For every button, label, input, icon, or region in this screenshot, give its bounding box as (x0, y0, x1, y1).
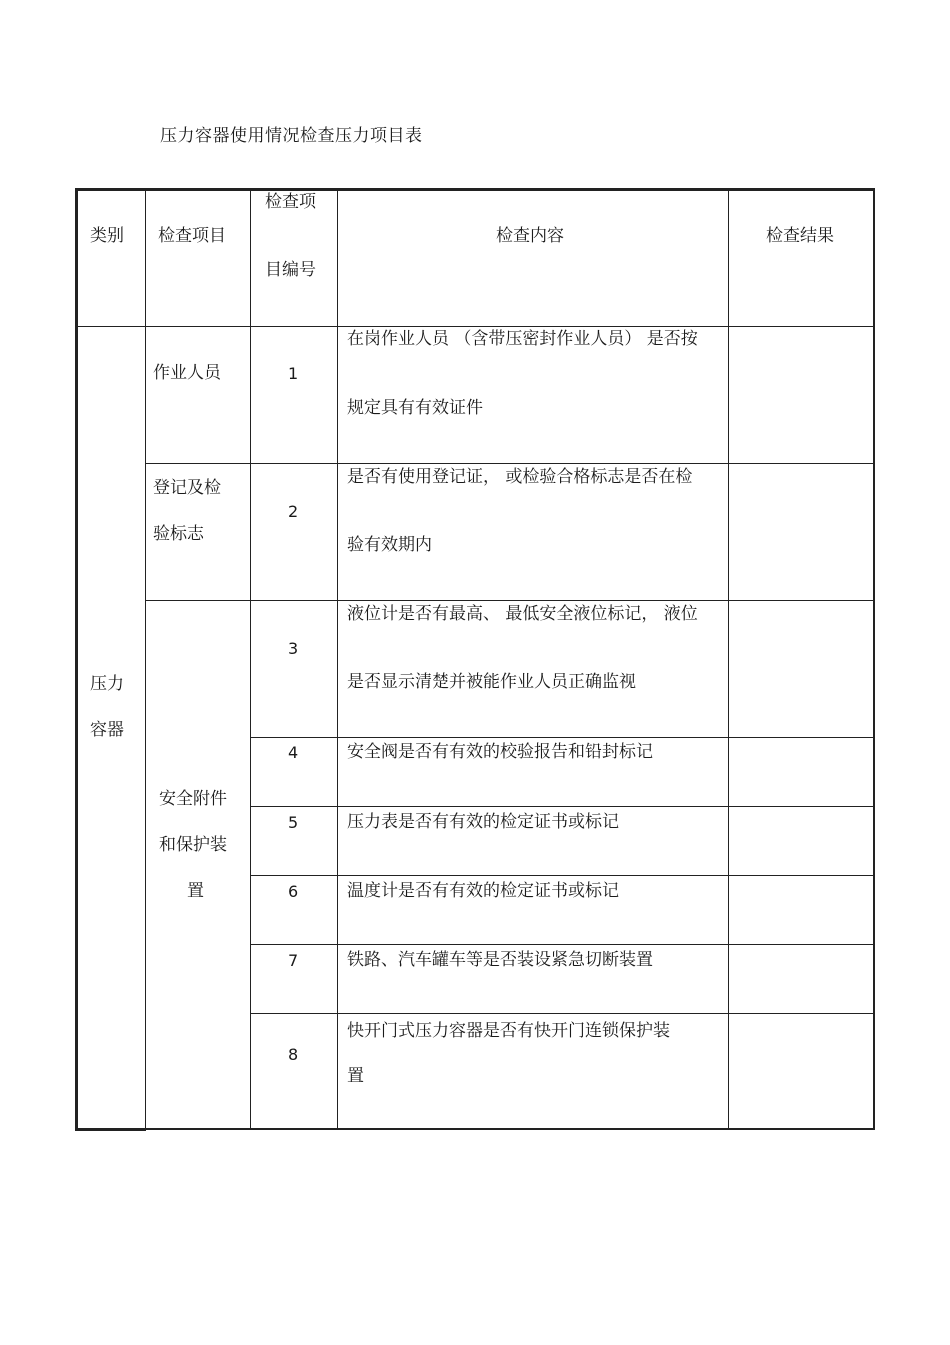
col-line-2 (250, 188, 251, 1130)
header-item-no-line2: 目编号 (265, 260, 316, 280)
content-6-line1: 温度计是否有有效的检定证书或标记 (347, 881, 619, 901)
row-line-5 (250, 875, 875, 876)
category-line1: 压力 (90, 674, 124, 694)
content-8-line2: 置 (347, 1066, 364, 1086)
content-3-line1: 液位计是否有最高、 最低安全液位标记， 液位 (347, 604, 698, 624)
table-border-bottom-left (75, 1128, 146, 1131)
header-item: 检查项目 (158, 226, 226, 246)
group-safety-line2: 和保护装 (159, 835, 227, 855)
group-safety-line3: 置 (187, 881, 204, 901)
content-7-line1: 铁路、汽车罐车等是否装设紧急切断装置 (347, 950, 653, 970)
table-border-left (75, 188, 78, 1131)
row-line-2 (146, 600, 875, 601)
group-registration-line2: 验标志 (153, 524, 204, 544)
content-5-line1: 压力表是否有有效的检定证书或标记 (347, 812, 619, 832)
item-no-6: 6 (288, 882, 299, 901)
item-no-3: 3 (288, 639, 299, 658)
item-no-4: 4 (288, 743, 299, 762)
content-4-line1: 安全阀是否有有效的校验报告和铅封标记 (347, 742, 653, 762)
content-8-line1: 快开门式压力容器是否有快开门连锁保护装 (347, 1021, 670, 1041)
row-line-header (75, 326, 875, 327)
header-result: 检查结果 (766, 226, 834, 246)
content-2-line2: 验有效期内 (347, 535, 432, 555)
row-line-1 (146, 463, 875, 464)
group-safety-line1: 安全附件 (159, 789, 227, 809)
group-registration-line1: 登记及检 (153, 478, 221, 498)
content-1-line2: 规定具有有效证件 (347, 398, 483, 418)
content-1-line1: 在岗作业人员 （含带压密封作业人员） 是否按 (347, 329, 698, 349)
item-no-8: 8 (288, 1045, 299, 1064)
group-operators: 作业人员 (153, 363, 221, 383)
table-border-top (75, 188, 875, 191)
row-line-4 (250, 806, 875, 807)
content-3-line2: 是否显示清楚并被能作业人员正确监视 (347, 672, 636, 692)
header-item-no-line1: 检查项 (265, 192, 316, 212)
item-no-5: 5 (288, 813, 299, 832)
row-line-7 (250, 1013, 875, 1014)
item-no-2: 2 (288, 502, 299, 521)
category-line2: 容器 (90, 720, 124, 740)
table-border-right (873, 188, 875, 1130)
item-no-1: 1 (288, 364, 299, 383)
table-border-bottom (75, 1128, 875, 1130)
header-category: 类别 (90, 226, 124, 246)
col-line-1 (145, 188, 146, 1130)
header-content: 检查内容 (496, 226, 564, 246)
content-2-line1: 是否有使用登记证， 或检验合格标志是否在检 (347, 467, 693, 487)
col-line-4 (728, 188, 729, 1130)
item-no-7: 7 (288, 951, 299, 970)
page-title: 压力容器使用情况检查压力项目表 (160, 126, 423, 146)
row-line-6 (250, 944, 875, 945)
row-line-3 (250, 737, 875, 738)
col-line-3 (337, 188, 338, 1130)
